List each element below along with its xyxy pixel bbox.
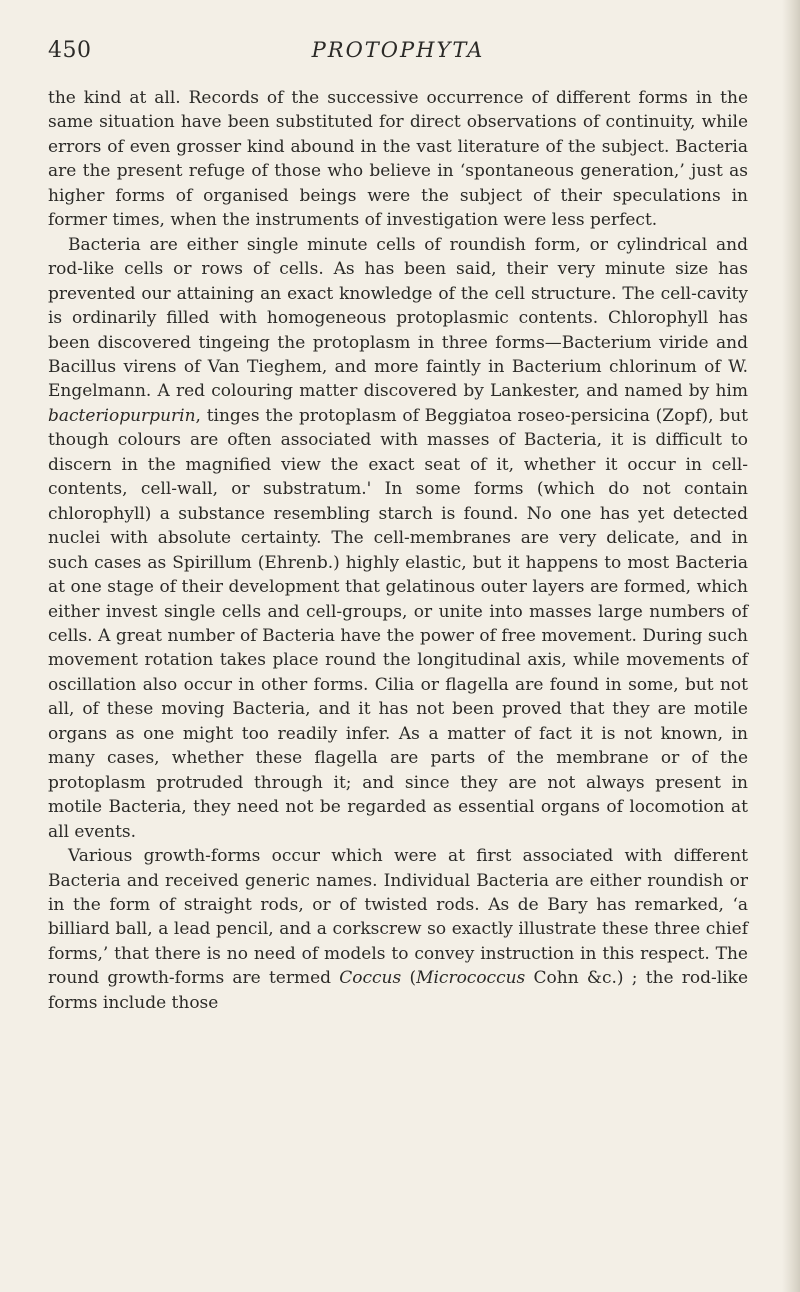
paragraph-2-text-b: , tinges the protoplasm of Beggiatoa roseo-persicina (Zopf), but though colours are often associated with masses of Bacteria, it is difficult to discern in the magnified view the exact seat of it, whether it occur in cell-contents, cell-wall, or substratum.' In some forms (which do not contain chlorophyll) a substance resembling starch is found. No one has yet detected nuclei with absolute certainty. The cell-membranes are very delicate, and in such cases as Spirillum (Ehrenb.) highly elastic, but it happens to most Bacteria at one stage of their development that gelatinous outer layers are formed, which either invest single cells and cell-groups, or unite into masses large numbers of cells. A great number of Bacteria have the power of free movement. During such movement rotation takes place round the longitudinal axis, while movements of oscillation also occur in other forms. Cilia or flagella are found in some, but not all, of these moving Bacteria, and it has not been proved that they are motile organs as one might too readily infer. As a matter of fact it is not known, in many cases, whether these flagella are parts of the membrane or of the protoplasm protruded through it; and since they are not always present in motile Bacteria, they need not be regarded as essential organs of locomotion at all events. <box>48 405 748 842</box>
paragraph-2-italic-term: bacteriopurpurin <box>48 405 196 426</box>
paragraph-2 <box>48 233 748 844</box>
page-number: 450 <box>48 38 92 63</box>
paragraph-3 <box>48 844 748 1015</box>
paragraph-1-text: the kind at all. Records of the successive occurrence of different forms in the same situation have been substituted for direct observations of continuity, while errors of even grosser kind abound in the vast literature of the subject. Bacteria are the present refuge of those who believe in ‘spontaneous generation,’ just as higher forms of organised beings were the subject of their speculations in former times, when the instruments of investigation were less perfect. <box>48 88 748 231</box>
page-edge-shadow <box>782 0 800 1292</box>
paragraph-3-text-c: Cohn &c.) ; the rod-like forms include those <box>48 968 748 1013</box>
paragraph-1 <box>48 86 748 233</box>
paragraph-3-italic-micrococcus: Micrococcus <box>416 968 526 989</box>
body-text <box>48 86 748 1015</box>
page-header <box>48 38 748 78</box>
paragraph-3-text-b: ( <box>401 968 417 989</box>
paragraph-2-text-a: Bacteria are either single minute cells of roundish form, or cylindrical and rod-like cells or rows of cells. As has been said, their very minute size has prevented our attaining an exact knowledge of the cell structure. The cell-cavity is ordinarily filled with homogeneous protoplasmic contents. Chlorophyll has been discovered tingeing the protoplasm in three forms—Bacterium viride and Bacillus virens of Van Tieghem, and more faintly in Bacterium chlorinum of W. Engelmann. A red colouring matter discovered by Lankester, and named by him <box>48 234 748 402</box>
paragraph-3-italic-coccus: Coccus <box>339 968 402 989</box>
running-head: PROTOPHYTA <box>311 38 485 62</box>
paragraph-3-text-a: Various growth-forms occur which were at first associated with different Bacteria and received generic names. Individual Bacteria are either roundish or in the form of straight rods, or of twisted rods. As de Bary has remarked, ‘a billiard ball, a lead pencil, and a corkscrew so exactly illustrate these three chief forms,’ that there is no need of models to convey instruction in this respect. The round growth-forms are termed <box>48 846 748 989</box>
